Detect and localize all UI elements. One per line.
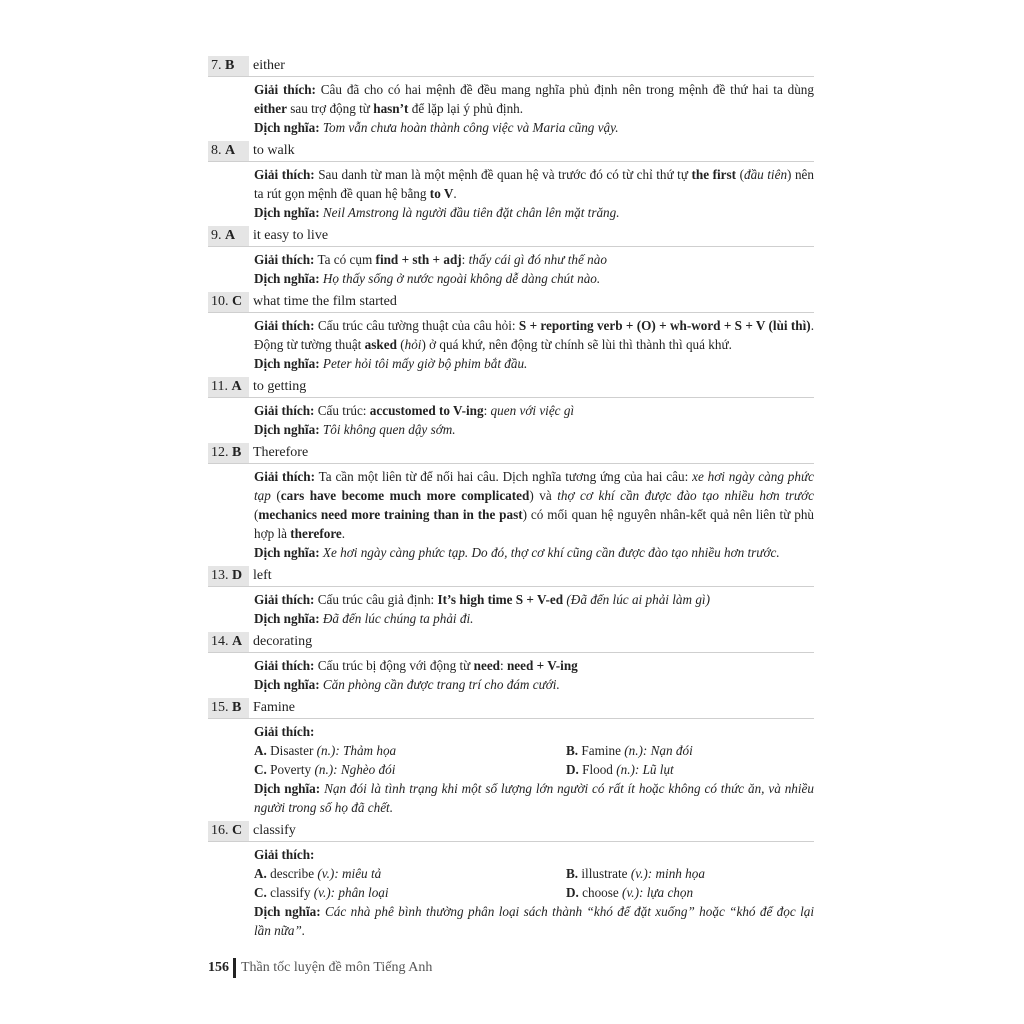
answer-explanations [208,56,814,944]
translation: Dịch nghĩa: Xe hơi ngày càng phức tạp. Do đó, thợ cơ khí cũng cần được đào tạo nhiều hơn trước. [254,545,780,560]
explanation: Giải thích: Câu đã cho có hai mệnh đề đều mang nghĩa phủ định nên trong mệnh đề thứ hai ta dùng either sau trợ động từ hasn’t để lặp lại ý phủ định. [254,82,814,116]
question-number: 14. A [208,632,249,652]
question-number: 16. C [208,821,249,841]
question-number: 11. A [208,377,249,397]
answer-text: what time the film started [253,294,397,309]
translation: Dịch nghĩa: Peter hỏi tôi mấy giờ bộ phim bắt đầu. [254,356,528,371]
question-number: 15. B [208,698,249,718]
answer-text: it easy to live [253,228,329,243]
answer-text: either [253,58,285,73]
answer-text: Famine [253,700,295,715]
explanation: Giải thích: Cấu trúc câu tường thuật của câu hỏi: S + reporting verb + (O) + wh-word + S + V (lùi thì). Động từ tường thuật asked (hỏi) ở quá khứ, nên động từ chính sẽ lùi thì thành thì quá khứ. [254,318,814,352]
answer-header [208,632,814,653]
answer-text: left [253,568,272,583]
answer-body [254,398,814,443]
explanation: Giải thích: Ta cần một liên từ để nối hai câu. Dịch nghĩa tương ứng của hai câu: xe hơi ngày càng phức tạp (cars have become much more complicated) và thợ cơ khí cần được đào tạo nhiều hơn trước (mechanics need more training than in the past) có mối quan hệ nguyên nhân-kết quả nên liên từ phù hợp là therefore. [254,469,815,541]
translation: Dịch nghĩa: Neil Amstrong là người đầu tiên đặt chân lên mặt trăng. [254,205,620,220]
option-d: D. Flood (n.): Lũ lụt [566,762,674,777]
translation: Dịch nghĩa: Tôi không quen dậy sớm. [254,422,456,437]
answer-body [254,653,814,698]
answer-header [208,821,814,842]
question-number: 10. C [208,292,249,312]
answer-header [208,56,814,77]
answer-body [254,77,814,141]
answer-header [208,566,814,587]
translation: Dịch nghĩa: Nạn đói là tình trạng khi một số lượng lớn người có rất ít hoặc không có thức ăn, và nhiều người trong số họ đã chết. [254,781,814,815]
explanation: Giải thích: Cấu trúc câu giả định: It’s high time S + V-ed (Đã đến lúc ai phải làm gì) [254,592,710,607]
explanation-label: Giải thích: [254,847,315,862]
option-b: B. Famine (n.): Nạn đói [566,743,693,758]
option-grid [254,864,814,902]
answer-body [254,247,814,292]
answer-body [254,587,814,632]
answer-header [208,443,814,464]
option-c: C. Poverty (n.): Nghèo đói [254,762,396,777]
explanation: Giải thích: Sau danh từ man là một mệnh đề quan hệ và trước đó có từ chỉ thứ tự the first (đầu tiên) nên ta rút gọn mệnh đề quan hệ bằng to V. [254,167,814,201]
option-b: B. illustrate (v.): minh họa [566,866,705,881]
answer-body [254,162,814,226]
explanation: Giải thích: Cấu trúc: accustomed to V-ing: quen với việc gì [254,403,575,418]
answer-item-7 [208,56,814,141]
answer-header [208,698,814,719]
option-d: D. choose (v.): lựa chọn [566,885,694,900]
answer-body [254,313,814,377]
answer-header [208,226,814,247]
answer-item-10 [208,292,814,377]
answer-item-16 [208,821,814,944]
question-number: 8. A [208,141,249,161]
translation: Dịch nghĩa: Các nhà phê bình thường phân loại sách thành “khó để đặt xuống” hoặc “khó để đọc lại lần nữa”. [254,904,814,938]
question-number: 13. D [208,566,249,586]
explanation-label: Giải thích: [254,724,315,739]
answer-text: to walk [253,143,295,158]
footer-divider [233,958,236,978]
answer-header [208,377,814,398]
translation: Dịch nghĩa: Tom vẫn chưa hoàn thành công việc và Maria cũng vậy. [254,120,619,135]
answer-text: Therefore [253,445,309,460]
answer-item-12 [208,443,814,566]
answer-text: to getting [253,379,307,394]
explanation: Giải thích: Ta có cụm find + sth + adj: thấy cái gì đó như thế nào [254,252,607,267]
translation: Dịch nghĩa: Căn phòng cần được trang trí cho đám cưới. [254,677,560,692]
option-c: C. classify (v.): phân loại [254,885,389,900]
question-number: 12. B [208,443,249,463]
answer-item-9 [208,226,814,292]
question-number: 7. B [208,56,249,76]
answer-header [208,141,814,162]
translation: Dịch nghĩa: Họ thấy sống ở nước ngoài không dễ dàng chút nào. [254,271,601,286]
answer-item-8 [208,141,814,226]
book-title: Thần tốc luyện đề môn Tiếng Anh [241,960,433,975]
answer-item-11 [208,377,814,443]
option-grid [254,741,814,779]
explanation: Giải thích: Cấu trúc bị động với động từ need: need + V-ing [254,658,578,673]
answer-body [254,464,814,566]
answer-body [254,842,814,944]
page-number: 156 [208,960,229,975]
answer-text: classify [253,823,296,838]
answer-body [254,719,814,821]
answer-header [208,292,814,313]
answer-text: decorating [253,634,313,649]
translation: Dịch nghĩa: Đã đến lúc chúng ta phải đi. [254,611,474,626]
answer-item-15 [208,698,814,821]
option-a: A. Disaster (n.): Thảm họa [254,743,397,758]
answer-item-13 [208,566,814,632]
page-footer [208,958,432,978]
option-a: A. describe (v.): miêu tả [254,866,382,881]
question-number: 9. A [208,226,249,246]
answer-item-14 [208,632,814,698]
